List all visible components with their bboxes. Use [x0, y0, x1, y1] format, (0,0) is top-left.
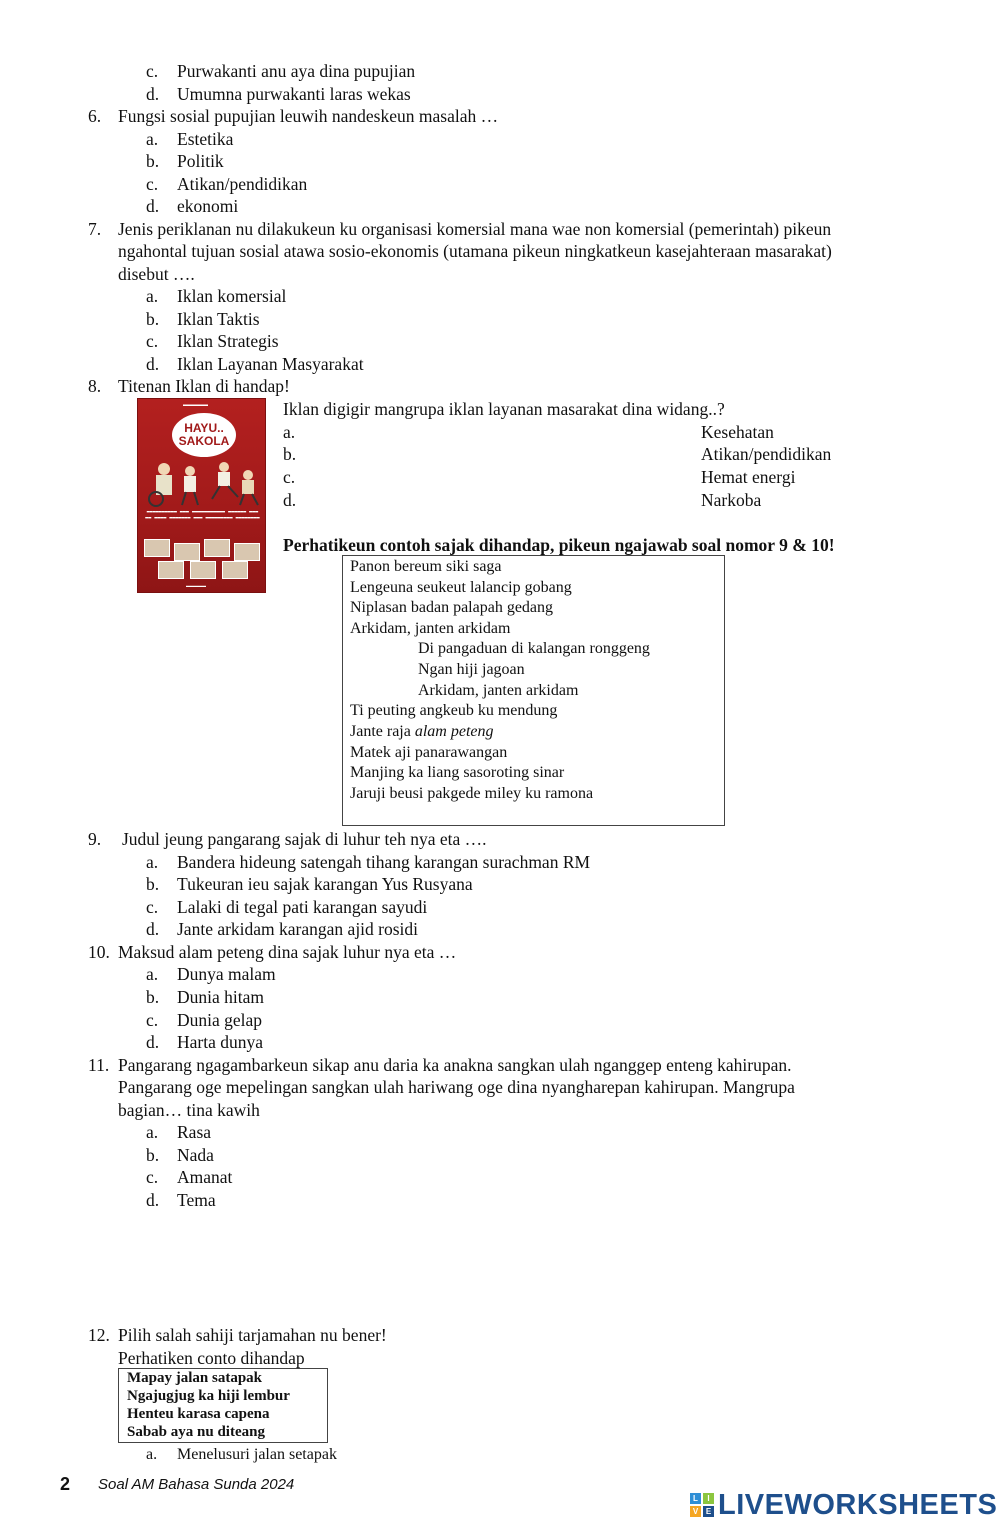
poem-line-jante-prefix: Jante raja [350, 723, 415, 740]
q11-option-d-text: Tema [177, 1190, 216, 1210]
q6-question: Fungsi sosial pupujian leuwih nandeskeun masalah … [118, 106, 499, 126]
q10-option-b-letter: b. [146, 987, 160, 1007]
q12-subprompt: Perhatiken conto dihandap [118, 1348, 305, 1368]
q10-question: Maksud alam peteng dina sajak luhur nya eta … [118, 942, 457, 962]
q8-prompt: Iklan digigir mangrupa iklan layanan masarakat dina widang..? [283, 399, 725, 419]
poem-line: Ti peuting angkeub ku mendung [350, 702, 558, 719]
liveworksheets-logo [690, 1489, 998, 1523]
q10-option-a-letter: a. [146, 964, 159, 984]
poem-line: Ngan hiji jagoan [418, 661, 525, 678]
q7-question-line-3: disebut …. [118, 264, 195, 284]
q5-option-c-text: Purwakanti anu aya dina pupujian [177, 61, 416, 81]
poem-line-jante [350, 723, 494, 741]
q6-number: 6. [88, 106, 102, 126]
q8-option-a-text: Kesehatan [701, 422, 774, 442]
q9-option-d-text: Jante arkidam karangan ajid rosidi [177, 919, 419, 939]
q12-box-line: Ngajugjug ka hiji lembur [127, 1388, 290, 1404]
poem-line: Panon bereum siki saga [350, 558, 502, 575]
q11-option-c-letter: c. [146, 1167, 159, 1187]
q10-option-a-text: Dunya malam [177, 964, 276, 984]
poster-headline-line-2: SAKOLA [178, 434, 230, 448]
q9-question: Judul jeung pangarang sajak di luhur teh nya eta …. [122, 829, 487, 849]
q9-option-d-letter: d. [146, 919, 160, 939]
poster-headline-line-1: HAYU.. [184, 421, 224, 435]
q11-question-line-2: Pangarang oge mepelingan sangkan ulah hariwang oge dina nyangharepan kahirupan. Mangrupa [118, 1077, 795, 1097]
q6-option-b-text: Politik [177, 151, 224, 171]
poem-instruction: Perhatikeun contoh sajak dihandap, pikeun ngajawab soal nomor 9 & 10! [283, 535, 835, 555]
q5-option-d-text: Umumna purwakanti laras wekas [177, 84, 411, 104]
q12-question: Pilih salah sahiji tarjamahan nu bener! [118, 1325, 387, 1345]
q6-option-b-letter: b. [146, 151, 160, 171]
poster-footer-logo: ▬▬▬▬▬ [186, 583, 206, 588]
q11-option-c-text: Amanat [177, 1167, 233, 1187]
poem-line: Lengeuna seukeut lalancip gobang [350, 579, 572, 596]
poem-line: Jaruji beusi pakgede miley ku ramona [350, 785, 594, 802]
q9-option-c-text: Lalaki di tegal pati karangan sayudi [177, 897, 428, 917]
q10-option-c-letter: c. [146, 1010, 159, 1030]
q10-option-d-letter: d. [146, 1032, 160, 1052]
poem-box [342, 555, 725, 826]
q10-option-c-text: Dunia gelap [177, 1010, 263, 1030]
q9-option-b-letter: b. [146, 874, 160, 894]
q12-number: 12. [88, 1325, 110, 1345]
poem-line: Di pangaduan di kalangan ronggeng [418, 640, 650, 657]
poem-line-jante-italic: alam peteng [414, 723, 494, 740]
q6-option-d-letter: d. [146, 196, 160, 216]
poem-line: Arkidam, janten arkidam [350, 620, 511, 637]
q7-option-a-text: Iklan komersial [177, 286, 287, 306]
q8-option-c-letter: c. [283, 467, 296, 487]
poster-body-text: ▬▬▬▬▬▬▬▬▬▬ ▬▬▬ ▬▬▬▬▬▬▬▬▬▬▬ ▬▬▬▬▬▬ ▬▬▬ ▬▬ ▬▬▬▬ ▬▬▬▬▬▬▬ ▬▬▬ ▬▬▬▬▬▬▬▬▬ ▬▬▬▬▬▬▬▬ [145, 509, 260, 521]
q11-number: 11. [88, 1055, 110, 1075]
q12-box-line: Mapay jalan satapak [127, 1370, 263, 1386]
poster-children-illustration [142, 461, 263, 507]
q7-option-b-text: Iklan Taktis [177, 309, 260, 329]
q9-option-a-text: Bandera hideung satengah tihang karangan surachman RM [177, 852, 591, 872]
q7-option-d-text: Iklan Layanan Masyarakat [177, 354, 364, 374]
q6-option-d-text: ekonomi [177, 196, 239, 216]
q8-option-d-text: Narkoba [701, 490, 762, 510]
liveworksheets-wordmark: LIVEWORKSHEETS [718, 1489, 998, 1521]
q7-option-a-letter: a. [146, 286, 159, 306]
q6-option-a-text: Estetika [177, 129, 234, 149]
q7-option-c-letter: c. [146, 331, 159, 351]
q11-option-b-text: Nada [177, 1145, 214, 1165]
liveworksheets-icon: L I V E [690, 1493, 716, 1519]
q8-number: 8. [88, 376, 102, 396]
q12-option-a-letter: a. [146, 1446, 158, 1463]
q5-option-c-letter: c. [146, 61, 159, 81]
poster-top-logo: ▬▬▬▬▬ [183, 402, 208, 408]
q6-option-c-letter: c. [146, 174, 159, 194]
ad-poster-image [137, 398, 266, 593]
q11-option-d-letter: d. [146, 1190, 160, 1210]
q12-box-line: Sabab aya nu diteang [127, 1424, 265, 1440]
poem-line: Manjing ka liang sasoroting sinar [350, 764, 565, 781]
q10-option-d-text: Harta dunya [177, 1032, 264, 1052]
q8-option-b-letter: b. [283, 444, 297, 464]
q12-box-line: Henteu karasa capena [127, 1406, 270, 1422]
q6-option-c-text: Atikan/pendidikan [177, 174, 308, 194]
q10-option-b-text: Dunia hitam [177, 987, 264, 1007]
q7-question-line-1: Jenis periklanan nu dilakukeun ku organisasi komersial mana wae non komersial (pemerintah) pikeun [118, 219, 832, 239]
q8-option-a-letter: a. [283, 422, 296, 442]
q11-option-a-text: Rasa [177, 1122, 212, 1142]
q10-number: 10. [88, 942, 110, 962]
q9-number: 9. [88, 829, 102, 849]
q9-option-c-letter: c. [146, 897, 159, 917]
q7-option-d-letter: d. [146, 354, 160, 374]
q11-option-b-letter: b. [146, 1145, 160, 1165]
q12-option-a-text: Menelusuri jalan setapak [177, 1446, 337, 1463]
footer-title: Soal AM Bahasa Sunda 2024 [98, 1476, 295, 1493]
q8-option-c-text: Hemat energi [701, 467, 796, 487]
q8-option-d-letter: d. [283, 490, 297, 510]
q7-option-b-letter: b. [146, 309, 160, 329]
poem-line: Niplasan badan palapah gedang [350, 599, 554, 616]
q7-question-line-2: ngahontal tujuan sosial atawa sosio-ekonomis (utamana pikeun ningkatkeun kasejahteraan masarakat) [118, 241, 832, 261]
poster-photo-collage [144, 539, 261, 581]
q7-option-c-text: Iklan Strategis [177, 331, 279, 351]
q6-option-a-letter: a. [146, 129, 159, 149]
page-number: 2 [60, 1474, 71, 1494]
q9-option-b-text: Tukeuran ieu sajak karangan Yus Rusyana [177, 874, 473, 894]
poem-line: Arkidam, janten arkidam [418, 682, 579, 699]
q11-question-line-1: Pangarang ngagambarkeun sikap anu daria ka anakna sangkan ulah nganggep enteng kahirupan. [118, 1055, 792, 1075]
q12-example-box [118, 1368, 328, 1443]
q5-option-d-letter: d. [146, 84, 160, 104]
q9-option-a-letter: a. [146, 852, 159, 872]
q7-number: 7. [88, 219, 102, 239]
q8-option-b-text: Atikan/pendidikan [701, 444, 832, 464]
q11-option-a-letter: a. [146, 1122, 159, 1142]
q8-question: Titenan Iklan di handap! [118, 376, 290, 396]
poem-line: Matek aji panarawangan [350, 744, 508, 761]
q11-question-line-3: bagian… tina kawih [118, 1100, 260, 1120]
poster-speech-bubble [172, 413, 236, 457]
